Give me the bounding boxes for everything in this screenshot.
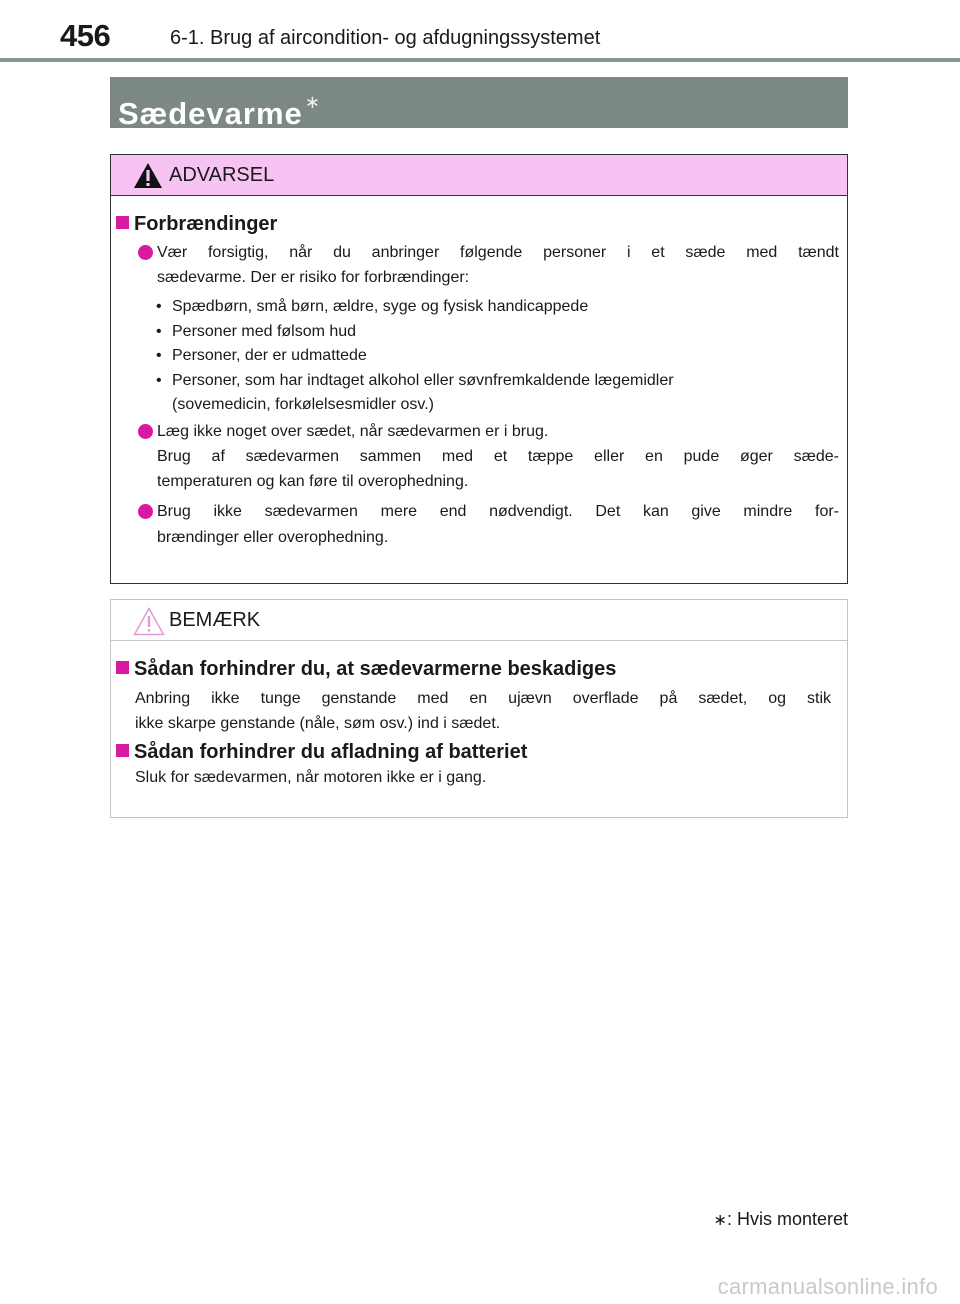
notice-section-2-text	[135, 769, 831, 787]
caution-triangle-icon	[133, 607, 165, 636]
list-item: • Spædbørn, små børn, ældre, syge og fysisk handicappede	[156, 295, 796, 320]
warning-item-2-line: Brug af sædevarmen sammen med et tæppe eller en pude øger sæde-	[157, 448, 839, 465]
warning-item-3-line: Brug ikke sædevarmen mere end nødvendigt. Det kan give mindre for-	[157, 503, 839, 520]
chapter-title: 6-1. Brug af aircondition- og afdugningssystemet	[170, 27, 601, 49]
warning-item-3	[157, 499, 839, 551]
warning-item-1	[157, 240, 839, 290]
warning-item-2-line: temperaturen og kan føre til overophedning.	[157, 473, 469, 490]
notice-box	[110, 599, 848, 818]
notice-section-1-heading	[116, 658, 616, 681]
warning-section-title: Forbrændinger	[134, 213, 278, 235]
warning-triangle-icon	[133, 162, 163, 189]
warning-box	[110, 154, 848, 584]
footnote-text: : Hvis monteret	[726, 1209, 848, 1229]
footnote-asterisk: ∗	[713, 1212, 727, 1229]
square-bullet-icon	[116, 744, 129, 757]
notice-section-1-text	[135, 686, 831, 736]
warning-item-2	[157, 419, 839, 494]
round-bullet-icon	[138, 424, 153, 439]
title-asterisk: ∗	[304, 92, 321, 112]
header-rule	[0, 58, 960, 62]
square-bullet-icon	[116, 661, 129, 674]
list-item: • Personer, der er udmattede	[156, 344, 796, 369]
round-bullet-icon	[138, 245, 153, 260]
notice-section-2-heading	[116, 741, 527, 764]
notice-section-2-line: Sluk for sædevarmen, når motoren ikke er i gang.	[135, 769, 487, 786]
notice-section-1-line: ikke skarpe genstande (nåle, søm osv.) ind i sædet.	[135, 715, 501, 732]
warning-item-3-line: brændinger eller overophedning.	[157, 529, 389, 546]
square-bullet-icon	[116, 216, 129, 229]
list-item: • Personer med følsom hud	[156, 320, 796, 345]
warning-bullet-list	[156, 295, 796, 418]
notice-label: BEMÆRK	[169, 609, 261, 631]
round-bullet-icon	[138, 504, 153, 519]
watermark: carmanualsonline.info	[717, 1274, 938, 1299]
warning-item-2-line: Læg ikke noget over sædet, når sædevarmen er i brug.	[157, 423, 549, 440]
notice-header	[111, 600, 847, 641]
section-title-bar	[110, 77, 848, 131]
warning-label: ADVARSEL	[169, 164, 275, 186]
list-item: • Personer, som har indtaget alkohol eller søvnfremkaldende lægemidler	[156, 369, 796, 394]
warning-item-1-line: sædevarme. Der er risiko for forbrændinger:	[157, 269, 470, 286]
warning-section-heading	[116, 213, 277, 236]
list-item-continuation: (sovemedicin, forkølelsesmidler osv.)	[172, 396, 434, 413]
footnote	[714, 1209, 848, 1230]
section-title: Sædevarme	[118, 96, 303, 131]
warning-header	[111, 155, 847, 196]
notice-section-2-title: Sådan forhindrer du afladning af batteriet	[134, 741, 528, 763]
notice-section-1-title: Sådan forhindrer du, at sædevarmerne beskadiges	[134, 658, 617, 680]
notice-section-1-line: Anbring ikke tunge genstande med en ujævn overflade på sædet, og stik	[135, 690, 831, 707]
warning-item-1-line: Vær forsigtig, når du anbringer følgende personer i et sæde med tændt	[157, 244, 839, 261]
page-number: 456	[60, 18, 111, 53]
